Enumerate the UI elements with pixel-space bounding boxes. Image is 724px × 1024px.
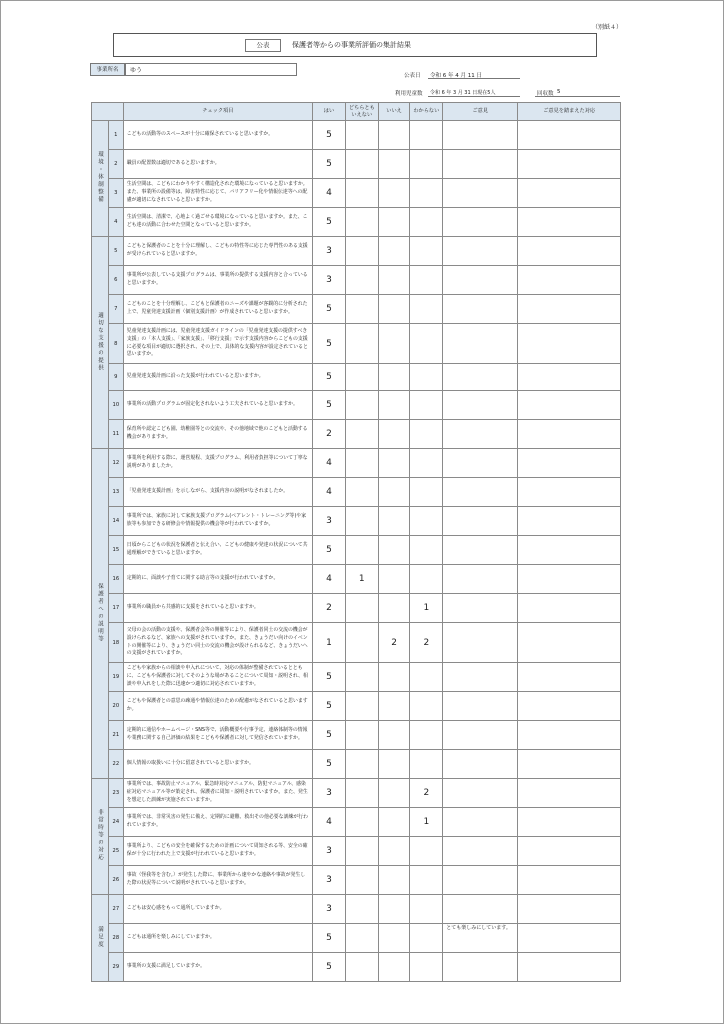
item-text: 事業所より、こどもの安全を確保するための計画について周知される等、安全の確保が十分に行われた上で支援が行われていると思いますか。 xyxy=(123,837,312,866)
count-unknown xyxy=(410,208,443,237)
response-cell xyxy=(518,536,621,565)
count-no xyxy=(378,420,410,449)
table-row xyxy=(92,150,621,179)
header-yes: はい xyxy=(313,103,346,121)
count-neutral xyxy=(345,295,378,324)
publish-date-underline xyxy=(428,78,520,79)
count-unknown xyxy=(410,536,443,565)
item-text: 父母の会の活動の支援や、保護者会等の開催等により、保護者同士の交流の機会が設けられるなど、家族への支援がされていますか。また、きょうだい向けのイベントの開催等により、きょうだい同士の交流の機会が設けられるなど、きょうだいへの支援がされていますか。 xyxy=(123,623,312,663)
count-no xyxy=(378,237,410,266)
category-label: 保護者への説明等 xyxy=(96,582,103,643)
header-unknown: わからない xyxy=(410,103,443,121)
item-text: こどもは通所を楽しみにしていますか。 xyxy=(123,924,312,953)
count-neutral xyxy=(345,121,378,150)
opinion-cell xyxy=(443,324,518,364)
count-neutral xyxy=(345,507,378,536)
public-label: 公表 xyxy=(245,39,281,52)
count-neutral xyxy=(345,953,378,982)
count-yes: 2 xyxy=(313,420,346,449)
count-unknown xyxy=(410,295,443,324)
count-neutral xyxy=(345,420,378,449)
item-text: 事業所が公表している支援プログラムは、事業所の提供する支援内容と合っていると思いますか。 xyxy=(123,266,312,295)
table-row xyxy=(92,449,621,478)
count-unknown xyxy=(410,837,443,866)
item-text: こどものことを十分理解し、こどもと保護者のニーズや課題が客観的に分析された上で、児童発達支援計画（個別支援計画）が作成されていると思いますか。 xyxy=(123,295,312,324)
response-cell xyxy=(518,478,621,507)
count-neutral xyxy=(345,750,378,779)
item-number: 4 xyxy=(108,208,123,237)
category-cell xyxy=(92,779,109,895)
response-cell xyxy=(518,150,621,179)
count-neutral xyxy=(345,623,378,663)
item-text: こどもの活動等のスペースが十分に確保されていると思いますか。 xyxy=(123,121,312,150)
item-number: 25 xyxy=(108,837,123,866)
header-neutral: どちらとも いえない xyxy=(345,103,378,121)
count-neutral xyxy=(345,663,378,692)
category-label: 非常時等の対応 xyxy=(96,809,103,862)
item-number: 20 xyxy=(108,692,123,721)
count-neutral xyxy=(345,449,378,478)
table-row xyxy=(92,420,621,449)
header-no: いいえ xyxy=(378,103,410,121)
count-yes: 5 xyxy=(313,150,346,179)
table-row xyxy=(92,663,621,692)
table-row xyxy=(92,623,621,663)
count-yes: 5 xyxy=(313,391,346,420)
count-neutral xyxy=(345,179,378,208)
count-no xyxy=(378,750,410,779)
count-no xyxy=(378,295,410,324)
count-no xyxy=(378,808,410,837)
count-no xyxy=(378,150,410,179)
opinion-cell xyxy=(443,953,518,982)
item-text: 児童発達支援計画には、児童発達支援ガイドラインの「児童発達支援の提供すべき支援」の「本人支援」、「家族支援」、「移行支援」で示す支援内容からこどもの支援に必要な項目が適切に選択され、その上で、具体的な支援内容が設定されていると思いますか。 xyxy=(123,324,312,364)
opinion-cell xyxy=(443,507,518,536)
table-row xyxy=(92,866,621,895)
item-number: 19 xyxy=(108,663,123,692)
count-neutral xyxy=(345,536,378,565)
header-opinion: ご意見 xyxy=(443,103,518,121)
count-yes: 4 xyxy=(313,449,346,478)
opinion-cell xyxy=(443,565,518,594)
users-underline xyxy=(428,96,520,97)
opinion-cell xyxy=(443,594,518,623)
responses-value: 5 xyxy=(557,89,561,95)
count-no xyxy=(378,692,410,721)
count-yes: 4 xyxy=(313,565,346,594)
count-yes: 5 xyxy=(313,663,346,692)
count-yes: 5 xyxy=(313,295,346,324)
count-unknown xyxy=(410,324,443,364)
response-cell xyxy=(518,663,621,692)
table-row xyxy=(92,895,621,924)
item-text: 個人情報の取扱いに十分に留意されていると思いますか。 xyxy=(123,750,312,779)
category-cell xyxy=(92,237,109,449)
table-row xyxy=(92,953,621,982)
count-unknown xyxy=(410,364,443,391)
table-row xyxy=(92,594,621,623)
item-text: 生活空間は、清潔で、心地よく過ごせる環境になっていると思いますか。また、こども達の活動に合わせた空間となっていると思いますか。 xyxy=(123,208,312,237)
count-yes: 3 xyxy=(313,507,346,536)
item-text: こどもは安心感をもって通所していますか。 xyxy=(123,895,312,924)
table-row xyxy=(92,565,621,594)
opinion-cell xyxy=(443,895,518,924)
category-cell xyxy=(92,895,109,982)
opinion-cell xyxy=(443,866,518,895)
response-cell xyxy=(518,866,621,895)
opinion-cell xyxy=(443,391,518,420)
opinion-cell xyxy=(443,364,518,391)
item-text: 日頃からこどもの状況を保護者と伝え合い、こどもの健康や発達の状況について共通理解ができていると思いますか。 xyxy=(123,536,312,565)
response-cell xyxy=(518,895,621,924)
page-title: 保護者等からの事業所評価の集計結果 xyxy=(292,41,411,49)
response-cell xyxy=(518,808,621,837)
count-unknown xyxy=(410,449,443,478)
opinion-cell xyxy=(443,536,518,565)
table-row xyxy=(92,364,621,391)
count-no xyxy=(378,266,410,295)
count-yes: 5 xyxy=(313,953,346,982)
item-number: 1 xyxy=(108,121,123,150)
count-no xyxy=(378,953,410,982)
item-text: 事業所では、事故防止マニュアル、緊急時対応マニュアル、防犯マニュアル、感染症対応マニュアル等が策定され、保護者に周知・説明されていますか。また、発生を想定した訓練が実施されていますか。 xyxy=(123,779,312,808)
table-row xyxy=(92,324,621,364)
response-cell xyxy=(518,420,621,449)
count-yes: 3 xyxy=(313,266,346,295)
opinion-cell xyxy=(443,420,518,449)
count-no xyxy=(378,391,410,420)
table-row xyxy=(92,721,621,750)
count-yes: 5 xyxy=(313,121,346,150)
table-row xyxy=(92,179,621,208)
count-yes: 5 xyxy=(313,721,346,750)
opinion-cell xyxy=(443,808,518,837)
count-yes: 5 xyxy=(313,536,346,565)
count-neutral xyxy=(345,721,378,750)
table-row xyxy=(92,237,621,266)
count-no xyxy=(378,895,410,924)
table-row xyxy=(92,266,621,295)
response-cell xyxy=(518,953,621,982)
count-neutral xyxy=(345,150,378,179)
count-yes: 4 xyxy=(313,478,346,507)
response-cell xyxy=(518,266,621,295)
count-no: 2 xyxy=(378,623,410,663)
facility-name: ゆう xyxy=(125,63,297,76)
count-yes: 3 xyxy=(313,895,346,924)
item-number: 27 xyxy=(108,895,123,924)
response-cell xyxy=(518,565,621,594)
count-neutral: 1 xyxy=(345,565,378,594)
response-cell xyxy=(518,779,621,808)
count-yes: 5 xyxy=(313,364,346,391)
item-number: 13 xyxy=(108,478,123,507)
response-cell xyxy=(518,924,621,953)
response-cell xyxy=(518,364,621,391)
item-number: 12 xyxy=(108,449,123,478)
table-row xyxy=(92,536,621,565)
item-text: 定期的に、面談や子育てに関する助言等の支援が行われていますか。 xyxy=(123,565,312,594)
table-row xyxy=(92,121,621,150)
count-neutral xyxy=(345,478,378,507)
count-no xyxy=(378,565,410,594)
table-row xyxy=(92,924,621,953)
count-unknown: 1 xyxy=(410,808,443,837)
opinion-cell xyxy=(443,121,518,150)
item-text: 生活空間は、こどもにわかりやすく構造化された環境になっていると思いますか。また、事業所の設備等は、障害特性に応じて、バリアフリー化や情報伝達等への配慮が適切になされていると思いますか。 xyxy=(123,179,312,208)
count-yes: 4 xyxy=(313,179,346,208)
opinion-cell xyxy=(443,750,518,779)
count-neutral xyxy=(345,692,378,721)
count-yes: 5 xyxy=(313,208,346,237)
count-neutral xyxy=(345,208,378,237)
item-text: 事業所の支援に満足していますか。 xyxy=(123,953,312,982)
count-unknown: 1 xyxy=(410,594,443,623)
opinion-cell xyxy=(443,837,518,866)
table-row xyxy=(92,750,621,779)
count-unknown xyxy=(410,150,443,179)
item-number: 10 xyxy=(108,391,123,420)
count-unknown xyxy=(410,237,443,266)
count-yes: 5 xyxy=(313,692,346,721)
count-yes: 3 xyxy=(313,866,346,895)
table-row xyxy=(92,837,621,866)
category-cell xyxy=(92,449,109,779)
opinion-cell xyxy=(443,449,518,478)
item-number: 23 xyxy=(108,779,123,808)
response-cell xyxy=(518,594,621,623)
item-text: 事業所を利用する際に、運営規程、支援プログラム、利用者負担等について丁寧な説明がありましたか。 xyxy=(123,449,312,478)
item-number: 16 xyxy=(108,565,123,594)
item-text: こどもや保護者との意思の疎通や情報伝達のための配慮がなされていると思いますか。 xyxy=(123,692,312,721)
count-no xyxy=(378,866,410,895)
count-unknown xyxy=(410,266,443,295)
table-row xyxy=(92,808,621,837)
table-row xyxy=(92,391,621,420)
response-cell xyxy=(518,623,621,663)
item-number: 24 xyxy=(108,808,123,837)
count-unknown xyxy=(410,895,443,924)
opinion-cell xyxy=(443,266,518,295)
item-text: 定期的に通信やホームページ・SNS等で、活動概要や行事予定、連絡体制等の情報や業務に関する自己評価の結果をこどもや保護者に対して発信されていますか。 xyxy=(123,721,312,750)
item-number: 17 xyxy=(108,594,123,623)
item-number: 14 xyxy=(108,507,123,536)
table-header-row xyxy=(92,103,621,121)
item-text: 事業所では、非常災害の発生に備え、定期的に避難、救出その他必要な訓練が行われていますか。 xyxy=(123,808,312,837)
count-neutral xyxy=(345,924,378,953)
count-yes: 1 xyxy=(313,623,346,663)
count-unknown xyxy=(410,692,443,721)
count-yes: 5 xyxy=(313,750,346,779)
item-number: 15 xyxy=(108,536,123,565)
response-cell xyxy=(518,121,621,150)
count-unknown: 2 xyxy=(410,623,443,663)
count-no xyxy=(378,924,410,953)
count-yes: 2 xyxy=(313,594,346,623)
category-label: 適切な支援の提供 xyxy=(96,311,103,372)
category-cell xyxy=(92,121,109,237)
item-text: 事業所の活動プログラムが固定化されないよう工夫されていると思いますか。 xyxy=(123,391,312,420)
response-cell xyxy=(518,837,621,866)
item-number: 3 xyxy=(108,179,123,208)
count-no xyxy=(378,837,410,866)
opinion-cell xyxy=(443,208,518,237)
response-cell xyxy=(518,449,621,478)
opinion-cell xyxy=(443,721,518,750)
count-no xyxy=(378,721,410,750)
count-no xyxy=(378,364,410,391)
attachment-label: （別紙４） xyxy=(592,24,623,31)
item-text: 児童発達支援計画に沿った支援が行われていると思いますか。 xyxy=(123,364,312,391)
item-text: こどもや家族からの相談や申入れについて、対応の体制が整備されているとともに、こどもや保護者に対してそのような場があることについて周知・説明され、相談や申入れをした際に迅速かつ適切に対応されていますか。 xyxy=(123,663,312,692)
opinion-cell xyxy=(443,237,518,266)
item-number: 7 xyxy=(108,295,123,324)
response-cell xyxy=(518,237,621,266)
count-neutral xyxy=(345,779,378,808)
response-cell xyxy=(518,507,621,536)
count-unknown xyxy=(410,750,443,779)
opinion-cell xyxy=(443,779,518,808)
count-unknown xyxy=(410,866,443,895)
item-number: 29 xyxy=(108,953,123,982)
item-number: 26 xyxy=(108,866,123,895)
count-unknown xyxy=(410,478,443,507)
count-neutral xyxy=(345,391,378,420)
count-unknown xyxy=(410,924,443,953)
count-neutral xyxy=(345,237,378,266)
item-number: 5 xyxy=(108,237,123,266)
count-neutral xyxy=(345,895,378,924)
category-label: 環境・体制整備 xyxy=(96,151,103,204)
table-row xyxy=(92,295,621,324)
item-number: 6 xyxy=(108,266,123,295)
opinion-cell xyxy=(443,692,518,721)
count-no xyxy=(378,449,410,478)
item-text: 事業所では、家族に対して家族支援プログラム(ペアレント・トレーニング等)や家族等も参加できる研修会や情報提供の機会等が行われていますか。 xyxy=(123,507,312,536)
table-row xyxy=(92,692,621,721)
table-row xyxy=(92,478,621,507)
item-number: 9 xyxy=(108,364,123,391)
count-neutral xyxy=(345,594,378,623)
publish-date-label: 公表日 xyxy=(404,73,421,79)
count-no xyxy=(378,663,410,692)
item-text: 事故（怪我等を含む。）が発生した際に、事業所から速やかな連絡や事故が発生した際の状況等について説明がされていると思いますか。 xyxy=(123,866,312,895)
count-yes: 3 xyxy=(313,237,346,266)
opinion-cell: とても楽しみにしています。 xyxy=(443,924,518,953)
item-number: 18 xyxy=(108,623,123,663)
count-unknown xyxy=(410,179,443,208)
count-no xyxy=(378,208,410,237)
count-unknown xyxy=(410,121,443,150)
item-number: 2 xyxy=(108,150,123,179)
opinion-cell xyxy=(443,623,518,663)
count-neutral xyxy=(345,837,378,866)
evaluation-table xyxy=(91,102,621,982)
users-label: 利用児童数 xyxy=(395,91,423,97)
count-unknown xyxy=(410,953,443,982)
count-no xyxy=(378,779,410,808)
count-unknown xyxy=(410,721,443,750)
response-cell xyxy=(518,208,621,237)
count-no xyxy=(378,536,410,565)
count-unknown: 2 xyxy=(410,779,443,808)
header-response: ご意見を踏まえた対応 xyxy=(518,103,621,121)
count-yes: 4 xyxy=(313,808,346,837)
item-text: 職員の配置数は適切であると思いますか。 xyxy=(123,150,312,179)
count-yes: 5 xyxy=(313,924,346,953)
count-no xyxy=(378,478,410,507)
opinion-cell xyxy=(443,663,518,692)
table-row xyxy=(92,208,621,237)
count-unknown xyxy=(410,565,443,594)
opinion-cell xyxy=(443,295,518,324)
count-no xyxy=(378,121,410,150)
opinion-cell xyxy=(443,478,518,507)
header-check-item: チェック項目 xyxy=(123,103,312,121)
count-neutral xyxy=(345,866,378,895)
count-unknown xyxy=(410,507,443,536)
responses-underline xyxy=(535,96,620,97)
response-cell xyxy=(518,179,621,208)
count-yes: 3 xyxy=(313,837,346,866)
response-cell xyxy=(518,324,621,364)
count-neutral xyxy=(345,808,378,837)
facility-label: 事業所名 xyxy=(90,63,125,76)
title-box xyxy=(113,33,597,57)
response-cell xyxy=(518,692,621,721)
count-yes: 3 xyxy=(313,779,346,808)
publish-date: 令和 6 年 4 月 11 日 xyxy=(430,73,482,79)
response-cell xyxy=(518,295,621,324)
item-text: 事業所の職員から共感的に支援をされていると思いますか。 xyxy=(123,594,312,623)
count-neutral xyxy=(345,364,378,391)
count-no xyxy=(378,324,410,364)
count-no xyxy=(378,594,410,623)
responses-label: 回収数 xyxy=(537,91,554,97)
item-text: こどもと保護者のことを十分に理解し、こどもの特性等に応じた専門性のある支援が受けられていると思いますか。 xyxy=(123,237,312,266)
users-value: 令和 6 年 3 月 31 日現在5人 xyxy=(430,90,496,96)
count-yes: 5 xyxy=(313,324,346,364)
item-number: 28 xyxy=(108,924,123,953)
count-unknown xyxy=(410,663,443,692)
count-neutral xyxy=(345,266,378,295)
opinion-cell xyxy=(443,150,518,179)
opinion-cell xyxy=(443,179,518,208)
item-number: 8 xyxy=(108,324,123,364)
item-text: 「児童発達支援計画」を示しながら、支援内容の説明がなされましたか。 xyxy=(123,478,312,507)
item-number: 21 xyxy=(108,721,123,750)
response-cell xyxy=(518,391,621,420)
count-unknown xyxy=(410,420,443,449)
table-row xyxy=(92,779,621,808)
table-row xyxy=(92,507,621,536)
header-blank xyxy=(92,103,124,121)
response-cell xyxy=(518,750,621,779)
count-unknown xyxy=(410,391,443,420)
count-no xyxy=(378,507,410,536)
item-number: 22 xyxy=(108,750,123,779)
category-label: 満足度 xyxy=(96,925,103,949)
item-number: 11 xyxy=(108,420,123,449)
item-text: 保育所や認定こども園、幼稚園等との交流や、その他地域で他のこどもと活動する機会がありますか。 xyxy=(123,420,312,449)
response-cell xyxy=(518,721,621,750)
count-no xyxy=(378,179,410,208)
count-neutral xyxy=(345,324,378,364)
